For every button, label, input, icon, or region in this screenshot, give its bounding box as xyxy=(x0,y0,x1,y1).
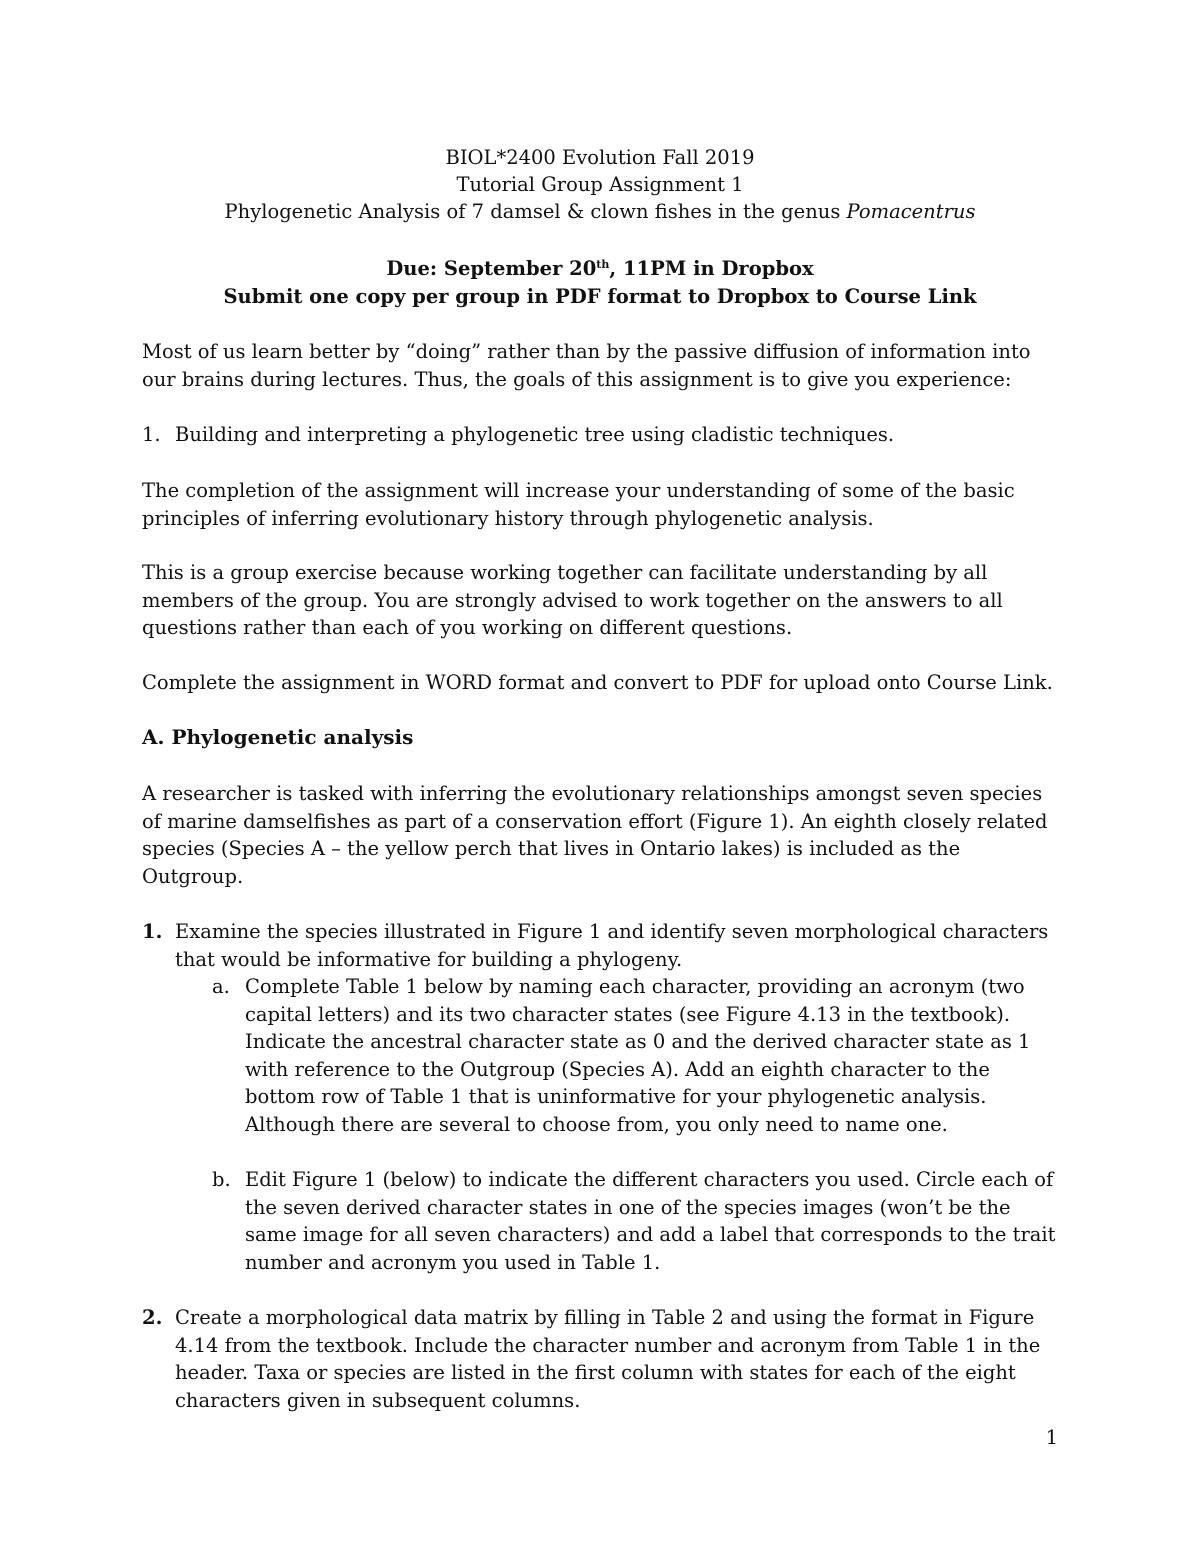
goal-number: 1. xyxy=(142,423,161,446)
section-a-heading: A. Phylogenetic analysis xyxy=(142,725,414,749)
question-2-text: Create a morphological data matrix by filling in Table 2 and using the format in Figure 4.14 from the textbook. Include the character number and acronym from Table 1 in the header. Taxa or species are listed in the first column with states for each of the eight characters given in subsequent columns. xyxy=(175,1306,1041,1412)
question-1a-letter: a. xyxy=(212,975,230,998)
question-1b-letter: b. xyxy=(212,1168,231,1191)
due-block xyxy=(0,255,1200,311)
assignment-title: Tutorial Group Assignment 1 xyxy=(456,173,744,196)
due-date-superscript: th xyxy=(596,258,610,271)
intro-paragraph-1: Most of us learn better by “doing” rather than by the passive diffusion of information into our brains during lectures. Thus, the goals of this assignment is to give you experience: xyxy=(142,340,1031,391)
subtitle-text: Phylogenetic Analysis of 7 damsel & clown fishes in the genus xyxy=(224,200,847,223)
goal-text: Building and interpreting a phylogenetic tree using cladistic techniques. xyxy=(175,423,895,446)
due-date-text: Due: September 20 xyxy=(386,257,597,280)
document-header xyxy=(0,144,1200,225)
question-1-number: 1. xyxy=(142,920,163,943)
intro-paragraph-4: Complete the assignment in WORD format and convert to PDF for upload onto Course Link. xyxy=(142,671,1053,694)
submit-instruction: Submit one copy per group in PDF format to Dropbox to Course Link xyxy=(223,285,977,308)
genus-name: Pomacentrus xyxy=(846,200,976,223)
question-2-number: 2. xyxy=(142,1306,163,1329)
due-date xyxy=(0,255,1200,283)
question-1b-text: Edit Figure 1 (below) to indicate the different characters you used. Circle each of the seven derived character states in one of the species images (won’t be the same image for all seven characters) and add a label that corresponds to the trait number and acronym you used in Table 1. xyxy=(245,1168,1056,1274)
intro-paragraph-2: The completion of the assignment will increase your understanding of some of the basic principles of inferring evolutionary history through phylogenetic analysis. xyxy=(142,479,1015,530)
page-number: 1 xyxy=(1045,1426,1058,1449)
intro-paragraph-3: This is a group exercise because working together can facilitate understanding by all members of the group. You are strongly advised to work together on the answers to all questions rather than each of you working on different questions. xyxy=(142,561,1003,639)
due-date-suffix: , 11PM in Dropbox xyxy=(609,257,814,280)
section-a-paragraph: A researcher is tasked with inferring the evolutionary relationships amongst seven species of marine damselfishes as part of a conservation effort (Figure 1). An eighth closely related species (Species A – the yellow perch that lives in Ontario lakes) is included as the Outgroup. xyxy=(142,782,1048,888)
assignment-subtitle xyxy=(0,198,1200,225)
question-1-text: Examine the species illustrated in Figure 1 and identify seven morphological characters that would be informative for building a phylogeny. xyxy=(175,920,1049,971)
question-1a-text: Complete Table 1 below by naming each character, providing an acronym (two capital letters) and its two character states (see Figure 4.13 in the textbook). Indicate the ancestral character state as 0 and the derived character state as 1 with reference to the Outgroup (Species A). Add an eighth character to the bottom row of Table 1 that is uninformative for your phylogenetic analysis. Although there are several to choose from, you only need to name one. xyxy=(245,975,1031,1136)
course-title: BIOL*2400 Evolution Fall 2019 xyxy=(445,146,755,169)
